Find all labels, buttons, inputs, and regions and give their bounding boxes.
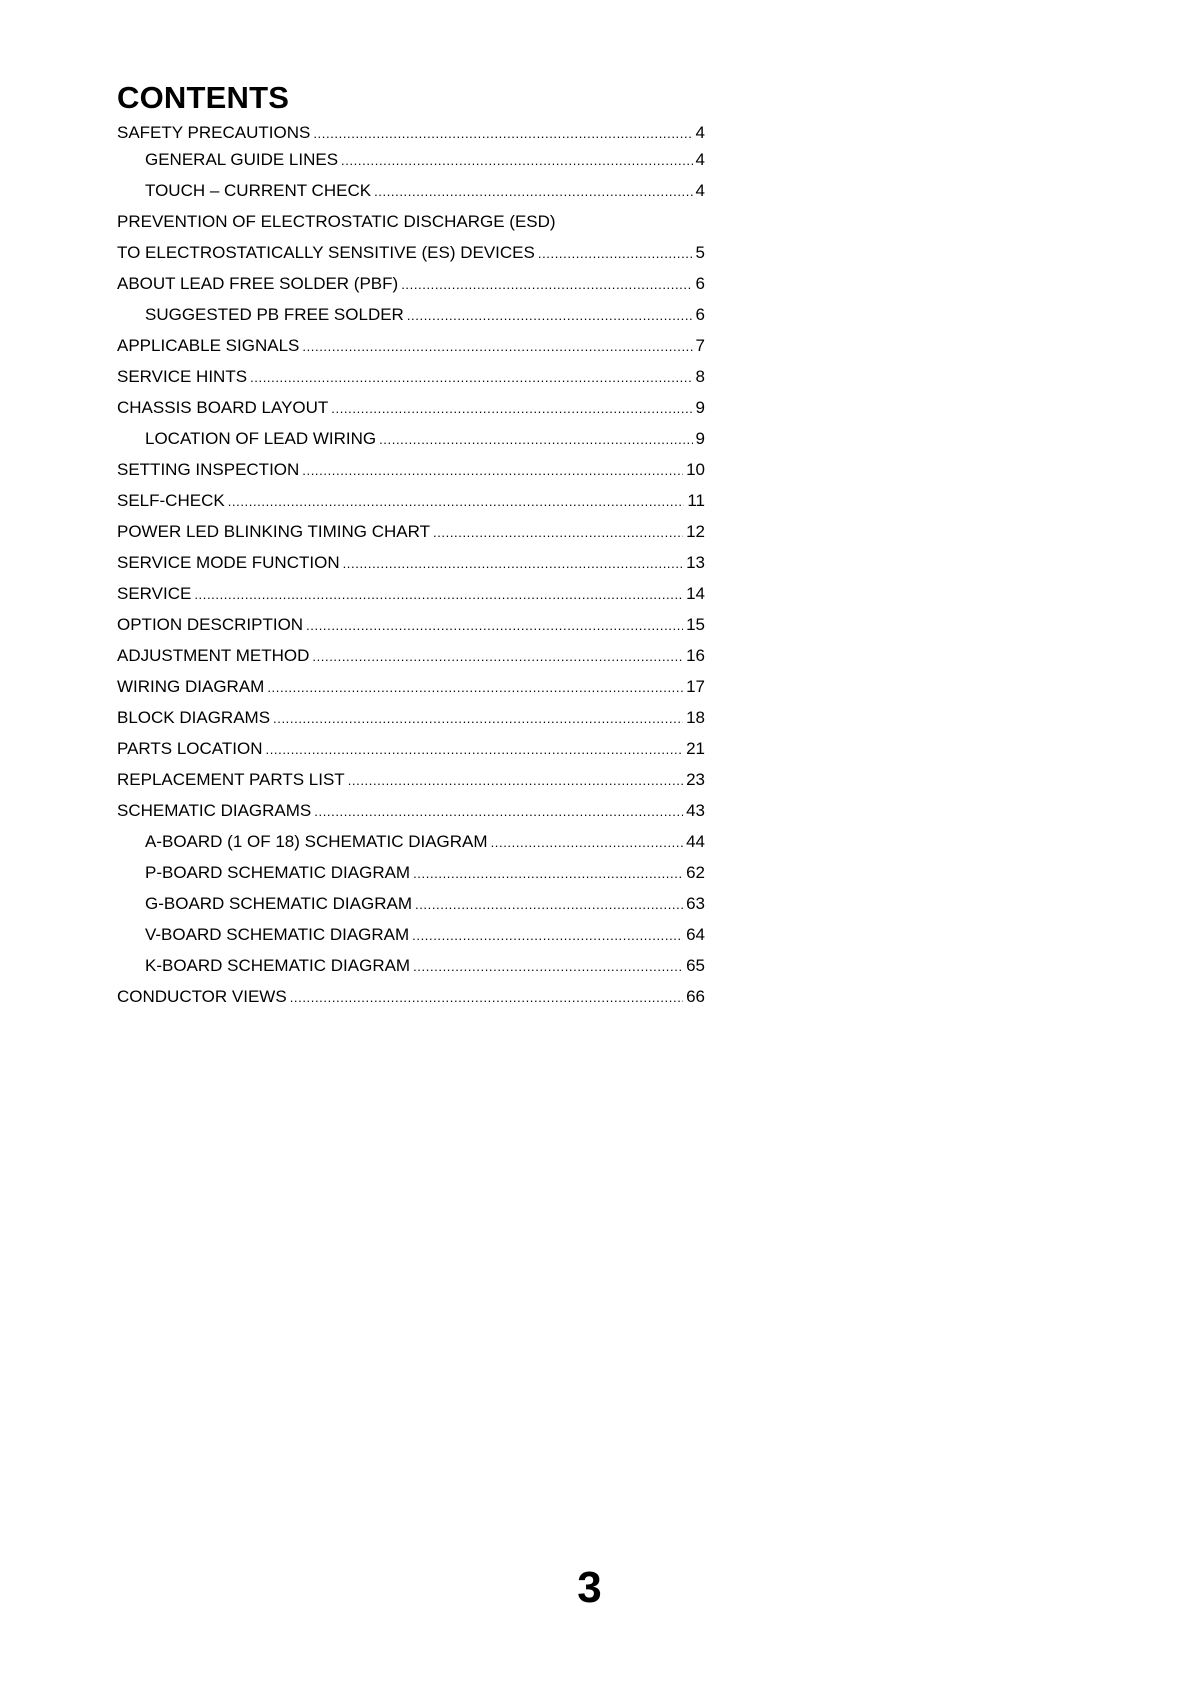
toc-entry-schematic-diagrams[interactable] <box>117 795 705 826</box>
toc-entry-label: PARTS LOCATION <box>117 739 263 758</box>
toc-entry-page: 43 <box>686 801 705 820</box>
dot-leader <box>290 982 683 1012</box>
toc-entry-page: 64 <box>686 925 705 944</box>
toc-entry-g-board-schematic[interactable] <box>117 888 705 919</box>
toc-entry-label: ADJUSTMENT METHOD <box>117 646 310 665</box>
toc-entry-label: SERVICE HINTS <box>117 367 248 386</box>
toc-entry-page: 23 <box>686 770 705 789</box>
toc-entry-label: TOUCH – CURRENT CHECK <box>145 181 372 200</box>
dot-leader <box>379 424 692 454</box>
toc-entry-prevention-of-esd[interactable] <box>117 206 705 237</box>
dot-leader <box>433 517 683 547</box>
toc-entry-es-devices[interactable] <box>117 237 705 268</box>
page-title: CONTENTS <box>117 80 290 115</box>
toc-entry-chassis-board-layout[interactable] <box>117 392 705 423</box>
dot-leader <box>313 122 692 144</box>
toc-entry-label: GENERAL GUIDE LINES <box>145 150 339 169</box>
toc-entry-page: 17 <box>686 677 705 696</box>
toc-entry-page: 8 <box>695 367 705 386</box>
toc-entry-label: ABOUT LEAD FREE SOLDER (PBF) <box>117 274 399 293</box>
toc-entry-service[interactable] <box>117 578 705 609</box>
toc-entry-page: 66 <box>686 987 705 1006</box>
toc-entry-setting-inspection[interactable] <box>117 454 705 485</box>
toc-entry-page: 63 <box>686 894 705 913</box>
toc-entry-safety-precautions[interactable] <box>117 121 705 144</box>
toc-entry-page: 21 <box>686 739 705 758</box>
dot-leader <box>312 641 683 671</box>
toc-entry-general-guide-lines[interactable] <box>117 144 705 175</box>
toc-entry-label: CONDUCTOR VIEWS <box>117 987 287 1006</box>
dot-leader <box>228 486 685 516</box>
dot-leader <box>538 238 693 268</box>
toc-entry-label: SAFETY PRECAUTIONS <box>117 123 311 142</box>
toc-entry-page: 4 <box>695 123 705 142</box>
toc-entry-page: 4 <box>695 181 705 200</box>
toc-entry-conductor-views[interactable] <box>117 981 705 1012</box>
toc-entry-page: 4 <box>695 150 705 169</box>
toc-entry-label: WIRING DIAGRAM <box>117 677 265 696</box>
dot-leader <box>306 610 683 640</box>
dot-leader <box>343 548 683 578</box>
toc-entry-option-description[interactable] <box>117 609 705 640</box>
toc-entry-adjustment-method[interactable] <box>117 640 705 671</box>
dot-leader <box>407 300 693 330</box>
toc-entry-page: 5 <box>695 243 705 262</box>
dot-leader <box>401 269 692 299</box>
toc-entry-service-hints[interactable] <box>117 361 705 392</box>
toc-entry-page: 13 <box>686 553 705 572</box>
toc-entry-page: 18 <box>686 708 705 727</box>
toc-entry-self-check[interactable] <box>117 485 705 516</box>
toc-entry-label: REPLACEMENT PARTS LIST <box>117 770 345 789</box>
toc-entry-k-board-schematic[interactable] <box>117 950 705 981</box>
toc-entry-label: POWER LED BLINKING TIMING CHART <box>117 522 430 541</box>
toc-entry-location-of-lead-wiring[interactable] <box>117 423 705 454</box>
dot-leader <box>491 827 684 857</box>
dot-leader <box>250 362 692 392</box>
dot-leader <box>348 765 683 795</box>
toc-entry-v-board-schematic[interactable] <box>117 919 705 950</box>
toc-entry-power-led-blinking-timing-chart[interactable] <box>117 516 705 547</box>
dot-leader <box>314 796 683 826</box>
toc-entry-parts-location[interactable] <box>117 733 705 764</box>
toc-entry-label: G-BOARD SCHEMATIC DIAGRAM <box>145 894 412 913</box>
dot-leader <box>273 703 683 733</box>
toc-entry-label: SELF-CHECK <box>117 491 225 510</box>
toc-entry-label: CHASSIS BOARD LAYOUT <box>117 398 329 417</box>
toc-entry-label: SERVICE MODE FUNCTION <box>117 553 340 572</box>
toc-entry-wiring-diagram[interactable] <box>117 671 705 702</box>
toc-entry-lead-free-solder[interactable] <box>117 268 705 299</box>
toc-entry-label: LOCATION OF LEAD WIRING <box>145 429 377 448</box>
toc-entry-label: SERVICE <box>117 584 192 603</box>
dot-leader <box>302 331 692 361</box>
toc-entry-label: PREVENTION OF ELECTROSTATIC DISCHARGE (ESD) <box>117 212 556 231</box>
toc-entry-label: OPTION DESCRIPTION <box>117 615 304 634</box>
toc-entry-a-board-schematic[interactable] <box>117 826 705 857</box>
toc-entry-page: 6 <box>695 305 705 324</box>
dot-leader <box>302 455 683 485</box>
toc-entry-label: V-BOARD SCHEMATIC DIAGRAM <box>145 925 410 944</box>
toc-entry-page: 10 <box>686 460 705 479</box>
toc-entry-label: SUGGESTED PB FREE SOLDER <box>145 305 404 324</box>
dot-leader <box>265 734 683 764</box>
toc-entry-page: 62 <box>686 863 705 882</box>
toc-entry-replacement-parts-list[interactable] <box>117 764 705 795</box>
toc-entry-page: 15 <box>686 615 705 634</box>
dot-leader <box>412 920 683 950</box>
toc-entry-label: SETTING INSPECTION <box>117 460 300 479</box>
toc-entry-page: 16 <box>686 646 705 665</box>
dot-leader <box>331 393 692 423</box>
toc-entry-block-diagrams[interactable] <box>117 702 705 733</box>
toc-entry-page: 9 <box>695 398 705 417</box>
toc-entry-label: A-BOARD (1 OF 18) SCHEMATIC DIAGRAM <box>145 832 488 851</box>
toc-entry-service-mode-function[interactable] <box>117 547 705 578</box>
toc-entry-page: 14 <box>686 584 705 603</box>
dot-leader <box>341 145 692 175</box>
dot-leader <box>194 579 683 609</box>
dot-leader <box>413 951 683 981</box>
toc-entry-page: 44 <box>686 832 705 851</box>
toc-entry-label: SCHEMATIC DIAGRAMS <box>117 801 312 820</box>
toc-entry-p-board-schematic[interactable] <box>117 857 705 888</box>
table-of-contents <box>117 121 705 1012</box>
toc-entry-label: BLOCK DIAGRAMS <box>117 708 271 727</box>
page-number: 3 <box>577 1563 602 1612</box>
toc-entry-applicable-signals[interactable] <box>117 330 705 361</box>
toc-entry-page: 11 <box>687 491 705 510</box>
toc-entry-page: 9 <box>695 429 705 448</box>
toc-entry-label: APPLICABLE SIGNALS <box>117 336 300 355</box>
toc-entry-label: K-BOARD SCHEMATIC DIAGRAM <box>145 956 411 975</box>
toc-entry-page: 7 <box>695 336 705 355</box>
dot-leader <box>413 858 683 888</box>
dot-leader <box>374 176 692 206</box>
toc-entry-label: TO ELECTROSTATICALLY SENSITIVE (ES) DEVICES <box>117 243 535 262</box>
dot-leader <box>267 672 683 702</box>
toc-entry-page: 65 <box>686 956 705 975</box>
dot-leader <box>415 889 683 919</box>
toc-entry-label: P-BOARD SCHEMATIC DIAGRAM <box>145 863 411 882</box>
toc-entry-page: 6 <box>695 274 705 293</box>
toc-entry-touch-current-check[interactable] <box>117 175 705 206</box>
toc-entry-suggested-pb-free-solder[interactable] <box>117 299 705 330</box>
toc-entry-page: 12 <box>686 522 705 541</box>
